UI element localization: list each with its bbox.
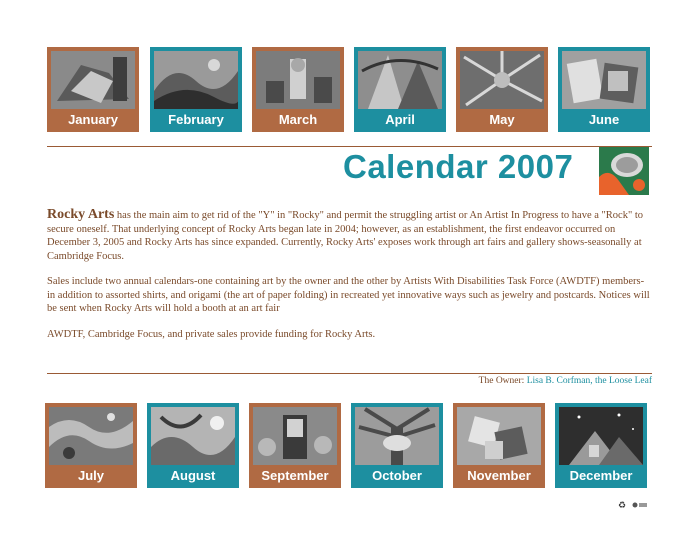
- month-tile-june: [558, 47, 650, 132]
- month-label: August: [170, 468, 216, 483]
- owner-credit: [479, 376, 652, 386]
- owner-prefix: The Owner:: [478, 376, 527, 386]
- artwork-october: [355, 407, 439, 465]
- month-tile-november: [453, 403, 545, 488]
- month-label: October: [372, 468, 422, 483]
- artwork-may: [460, 51, 544, 109]
- month-label: November: [467, 468, 531, 483]
- month-tile-july: [45, 403, 137, 488]
- page-title: Calendar 2007: [343, 148, 574, 185]
- artwork-february: [154, 51, 238, 109]
- artwork-august: [151, 407, 235, 465]
- month-tile-december: [555, 403, 647, 488]
- recycle-icon: ♻: [618, 500, 627, 510]
- description-text: [47, 208, 652, 353]
- artwork-march: [256, 51, 340, 109]
- month-tile-august: [147, 403, 239, 488]
- top-divider: [47, 146, 652, 147]
- artwork-december: [559, 407, 643, 465]
- month-tile-february: [150, 47, 242, 132]
- month-label: April: [385, 112, 415, 127]
- month-tile-october: [351, 403, 443, 488]
- paragraph-intro: [47, 208, 652, 263]
- artwork-july: [49, 407, 133, 465]
- month-tile-may: [456, 47, 548, 132]
- month-label: July: [77, 468, 104, 483]
- month-label: June: [588, 112, 620, 127]
- month-label: May: [489, 112, 515, 127]
- month-label: February: [168, 112, 224, 127]
- bottom-divider: [47, 373, 652, 374]
- brand-name: Rocky Arts: [47, 207, 115, 222]
- printer-mark-icon: [632, 502, 648, 508]
- rocky-arts-logo: [599, 147, 649, 195]
- artwork-january: [51, 51, 135, 109]
- month-label: March: [278, 112, 318, 127]
- month-tile-january: [47, 47, 139, 132]
- artwork-june: [562, 51, 646, 109]
- paragraph-funding: AWDTF, Cambridge Focus, and private sales provide funding for Rocky Arts.: [47, 328, 376, 340]
- paragraph-sales: Sales include two annual calendars-one containing art by the owner and the other by Artists With Disabilities Task Force (AWDTF) members- in addition to assorted shirts, and origami (the art of paper folding) in recreated yet innovative ways such as jewelry and postcards. Notices will be sent when Rocky Arts will hold a booth at an art fair: [47, 276, 650, 314]
- artwork-november: [457, 407, 541, 465]
- month-label: September: [261, 468, 329, 483]
- month-tile-april: [354, 47, 446, 132]
- artwork-september: [253, 407, 337, 465]
- month-label: January: [68, 112, 118, 127]
- artwork-april: [358, 51, 442, 109]
- paragraph-intro-text: has the main aim to get rid of the "Y" in "Rocky" and permit the struggling artist or An Artist In Progress to have a "Rock" to secure oneself. That underlying concept of Rocky Arts began late in 2004; however, as an establishment, the first endeavor occurred on December 3, 2005 and Rocky Arts has since expanded. Currently, Rocky Arts' exposes work through art fairs and gallery shows-seasonally at Cambridge Focus.: [47, 210, 644, 262]
- owner-name: Lisa B. Corfman, the Loose Leaf: [526, 376, 652, 386]
- month-label: December: [569, 468, 633, 483]
- month-tile-march: [252, 47, 344, 132]
- month-tile-september: [249, 403, 341, 488]
